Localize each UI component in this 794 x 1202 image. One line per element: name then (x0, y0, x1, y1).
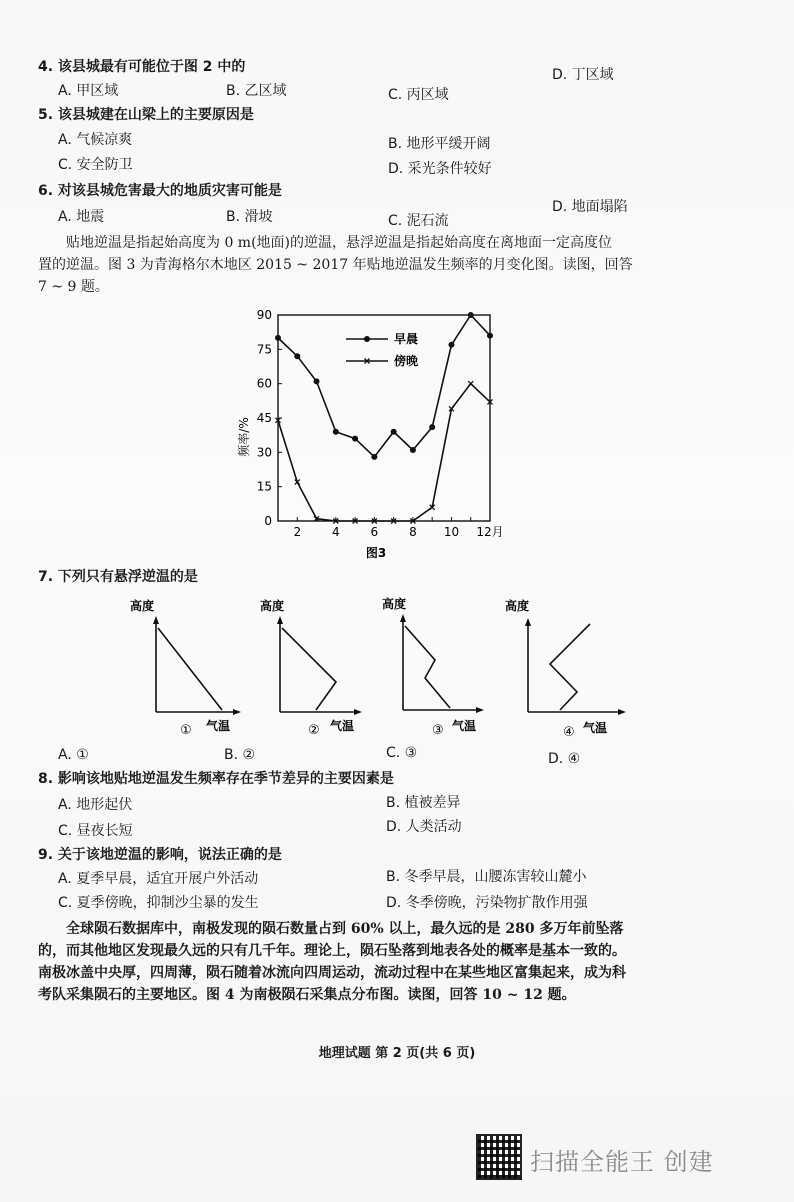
q6-option-c: C. 泥石流 (388, 213, 449, 229)
series-1-point (314, 378, 320, 384)
q8-option-d: D. 人类活动 (386, 819, 462, 835)
diagram-3-ylabel: 高度 (382, 597, 407, 611)
diagram-1-ylabel: 高度 (130, 599, 155, 613)
y-tick-label: 60 (256, 376, 272, 391)
diagram-4-ylabel: 高度 (505, 599, 530, 613)
diagram-3-number: ③ (432, 723, 444, 738)
intro-paragraph-1 (38, 232, 728, 298)
q9-option-a: A. 夏季早晨，适宜开展户外活动 (58, 871, 259, 887)
q6-option-a: A. 地震 (58, 209, 105, 225)
series-1-point (294, 353, 300, 359)
q6-option-d: D. 地面塌陷 (552, 199, 628, 215)
y-axis-label: 频率/% (237, 417, 251, 457)
x-tick-label: 8 (409, 525, 417, 539)
series-1-point (333, 429, 339, 435)
q6-option-b: B. 滑坡 (226, 209, 273, 225)
series-line-2 (278, 384, 490, 521)
diagram-1-y-arrow (153, 616, 159, 624)
diagram-3-temp-profile (405, 626, 450, 708)
intro1-line-2: 置的逆温。图 3 为青海格尔木地区 2015 ~ 2017 年贴地逆温发生频率的月变化图。读图，回答 (38, 257, 633, 273)
q4-stem: 4. 该县城最有可能位于图 2 中的 (38, 59, 246, 75)
q5-option-c: C. 安全防卫 (58, 157, 133, 173)
series-1-point (448, 342, 454, 348)
qr-code-icon (476, 1134, 522, 1180)
chart-title: 图3 (365, 546, 387, 560)
plot-frame (278, 315, 490, 521)
diagram-2-ylabel: 高度 (260, 599, 285, 613)
diagram-3 (382, 596, 484, 738)
series-1-point (352, 436, 358, 442)
x-tick-label: 10 (443, 525, 460, 539)
series-1-point (371, 454, 377, 460)
intro2-line-4: 考队采集陨石的主要地区。图 4 为南极陨石采集点分布图。读图，回答 10 ~ 12 题。 (38, 987, 576, 1003)
q7-option-a: A. ① (58, 747, 89, 763)
intro2-line-1: 全球陨石数据库中，南极发现的陨石数量占到 60% 以上，最久远的是 280 多万年前坠落 (66, 921, 624, 937)
scanner-watermark (476, 1134, 776, 1184)
diagram-3-xlabel: 气温 (452, 719, 477, 733)
q6-stem: 6. 对该县城危害最大的地质灾害可能是 (38, 183, 282, 199)
q5-option-d: D. 采光条件较好 (388, 161, 492, 177)
legend-marker-1 (364, 336, 370, 342)
diagram-2-y-arrow (277, 616, 283, 624)
legend-label-2: 傍晚 (394, 354, 419, 368)
q7-option-b: B. ② (224, 747, 256, 763)
x-tick-label: 4 (331, 525, 340, 539)
q8-option-c: C. 昼夜长短 (58, 823, 133, 839)
diagram-3-x-arrow (476, 707, 484, 713)
series-1-point (487, 333, 493, 339)
figure-3-line-chart (228, 305, 528, 565)
diagram-1-number: ① (180, 723, 192, 738)
q4-option-a: A. 甲区域 (58, 83, 119, 99)
q9-option-b: B. 冬季早晨，山腰冻害较山麓小 (386, 869, 587, 885)
y-tick-label: 90 (256, 308, 272, 322)
scanner-watermark-text: 扫描全能王 创建 (530, 1148, 714, 1176)
q9-stem: 9. 关于该地逆温的影响，说法正确的是 (38, 847, 282, 863)
diagram-2-xlabel: 气温 (330, 719, 355, 733)
q7-option-d: D. ④ (548, 751, 581, 767)
intro1-line-3: 7 ~ 9 题。 (38, 279, 109, 295)
diagram-4-temp-profile (550, 624, 590, 710)
q5-option-b: B. 地形平缓开阔 (388, 136, 491, 152)
x-tick-label: 2 (293, 525, 302, 539)
q5-stem: 5. 该县城建在山梁上的主要原因是 (38, 107, 254, 123)
q9-option-c: C. 夏季傍晚，抑制沙尘暴的发生 (58, 895, 259, 911)
diagram-4-number: ④ (563, 725, 575, 740)
y-tick-label: 75 (256, 342, 272, 357)
diagram-2-number: ② (308, 723, 320, 738)
diagram-2-temp-profile (282, 628, 336, 710)
q7-stem: 7. 下列只有悬浮逆温的是 (38, 569, 198, 585)
y-tick-label: 0 (264, 514, 272, 528)
series-1-point (275, 335, 281, 341)
diagram-1-temp-profile (158, 628, 222, 710)
q8-stem: 8. 影响该地贴地逆温发生频率存在季节差异的主要因素是 (38, 771, 394, 787)
q4-option-c: C. 丙区域 (388, 87, 449, 103)
diagram-2-x-arrow (354, 709, 362, 715)
q8-option-b: B. 植被差异 (386, 795, 461, 811)
diagram-3-y-arrow (400, 614, 406, 622)
x-tick-label: 6 (370, 525, 379, 539)
series-line-1 (278, 315, 490, 457)
page-footer: 地理试题 第 2 页(共 6 页) (318, 1046, 476, 1061)
diagram-1-xlabel: 气温 (206, 719, 231, 733)
intro2-line-2: 的，而其他地区发现最久远的只有几千年。理论上，陨石坠落到地表各处的概率是基本一致的。 (38, 943, 626, 959)
q8-option-a: A. 地形起伏 (58, 797, 133, 813)
diagram-4-y-arrow (525, 618, 531, 626)
intro1-line-1: 贴地逆温是指起始高度为 0 m(地面)的逆温，悬浮逆温是指起始高度在离地面一定高度位 (66, 235, 613, 251)
q9-option-d: D. 冬季傍晚，污染物扩散作用强 (386, 895, 588, 911)
y-tick-label: 45 (256, 411, 272, 425)
q4-option-b: B. 乙区域 (226, 83, 287, 99)
series-1-point (391, 429, 397, 435)
y-tick-label: 30 (256, 445, 272, 460)
diagram-1-x-arrow (233, 709, 241, 715)
series-1-point (468, 312, 474, 318)
legend-label-1: 早晨 (394, 332, 419, 346)
diagram-1 (130, 598, 241, 738)
diagram-2 (260, 598, 362, 738)
series-2-point (468, 381, 473, 386)
intro-paragraph-2 (38, 918, 728, 1006)
q5-option-a: A. 气候凉爽 (58, 132, 133, 148)
diagram-4-xlabel: 气温 (583, 721, 608, 735)
series-1-point (410, 447, 416, 453)
series-1-point (429, 424, 435, 430)
x-tick-label: 12月 (476, 525, 504, 539)
q4-option-d: D. 丁区域 (552, 67, 614, 83)
q7-option-c: C. ③ (386, 745, 418, 761)
diagram-4-x-arrow (618, 709, 626, 715)
q7-diagrams (120, 592, 640, 742)
diagram-4 (505, 598, 626, 740)
y-tick-label: 15 (256, 479, 272, 494)
intro2-line-3: 南极冰盖中央厚，四周薄，陨石随着冰流向四周运动，流动过程中在某些地区富集起来，成为科 (38, 965, 626, 981)
